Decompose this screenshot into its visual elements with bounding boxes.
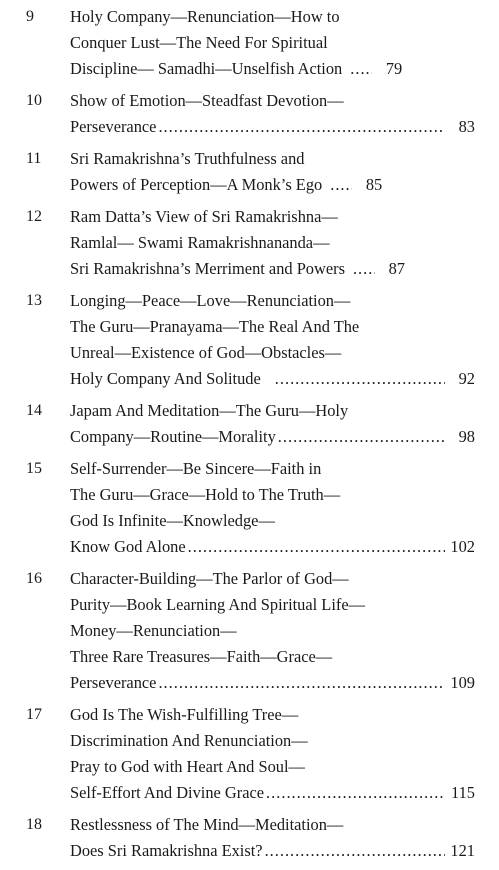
- entry-last-line: [70, 256, 475, 282]
- entry-line: Japam And Meditation—The Guru—Holy: [70, 401, 349, 420]
- entry-line: Discrimination And Renunciation—: [70, 731, 308, 750]
- page-number: 115: [451, 783, 475, 802]
- entry-line: Does Sri Ramakrishna Exist?: [70, 841, 263, 860]
- page-number: 87: [388, 259, 405, 278]
- entry-line: Perseverance: [70, 673, 157, 692]
- entry-line: Purity—Book Learning And Spiritual Life—: [70, 595, 365, 614]
- toc-entry-16: [0, 566, 499, 696]
- entry-last-line: [70, 534, 475, 560]
- entry-last-line: [70, 114, 475, 140]
- toc-entry-14: [0, 398, 499, 450]
- dot-leader: [353, 256, 375, 282]
- entry-line: Conquer Lust—The Need For Spiritual: [70, 33, 328, 52]
- chapter-number: 11: [26, 150, 42, 167]
- toc-entry-18: [0, 812, 499, 864]
- toc-entry-11: [0, 146, 499, 198]
- dot-leader: [278, 424, 445, 450]
- dot-leader: [158, 670, 445, 696]
- entry-line: Discipline— Samadhi—Unselfish Action: [70, 59, 343, 78]
- page-number: 109: [450, 673, 475, 692]
- entry-line: Perseverance: [70, 117, 157, 136]
- toc-entry-10: [0, 88, 499, 140]
- entry-line: Character-Building—The Parlor of God—: [70, 569, 349, 588]
- entry-line: Holy Company And Solitude: [70, 369, 261, 388]
- entry-line: Company—Routine—Morality: [70, 427, 276, 446]
- entry-line: Ram Datta’s View of Sri Ramakrishna—: [70, 207, 338, 226]
- entry-line: Money—Renunciation—: [70, 621, 237, 640]
- entry-line: Three Rare Treasures—Faith—Grace—: [70, 647, 333, 666]
- entry-line: Sri Ramakrishna’s Truthfulness and: [70, 149, 305, 168]
- dot-leader: [330, 172, 352, 198]
- chapter-number: 16: [26, 570, 42, 587]
- chapter-number: 12: [26, 208, 42, 225]
- chapter-number: 17: [26, 706, 42, 723]
- dot-leader: [188, 534, 445, 560]
- entry-line: Unreal—Existence of God—Obstacles—: [70, 343, 342, 362]
- entry-line: God Is Infinite—Knowledge—: [70, 511, 275, 530]
- entry-line: Self-Effort And Divine Grace: [70, 783, 265, 802]
- page-number: 121: [450, 841, 475, 860]
- entry-line: Sri Ramakrishna’s Merriment and Powers: [70, 259, 345, 278]
- chapter-number: 18: [26, 816, 42, 833]
- dot-leader: [265, 838, 445, 864]
- entry-last-line: [70, 172, 475, 198]
- page-number: 83: [458, 117, 475, 136]
- entry-line: The Guru—Pranayama—The Real And The: [70, 317, 360, 336]
- entry-last-line: [70, 56, 475, 82]
- toc-entry-13: [0, 288, 499, 392]
- chapter-number: 9: [26, 8, 34, 25]
- page-number: 98: [458, 427, 475, 446]
- page-number: 102: [450, 537, 475, 556]
- entry-line: Know God Alone: [70, 537, 186, 556]
- entry-line: Restlessness of The Mind—Meditation—: [70, 815, 344, 834]
- entry-last-line: [70, 670, 475, 696]
- dot-leader: [275, 366, 445, 392]
- dot-leader: [266, 780, 445, 806]
- entry-line: Show of Emotion—Steadfast Devotion—: [70, 91, 344, 110]
- chapter-number: 13: [26, 292, 42, 309]
- entry-line: Longing—Peace—Love—Renunciation—: [70, 291, 351, 310]
- chapter-number: 14: [26, 402, 42, 419]
- entry-last-line: [70, 424, 475, 450]
- toc-entry-17: [0, 702, 499, 806]
- page-number: 79: [385, 59, 403, 78]
- page-number: 85: [365, 175, 383, 194]
- toc-entry-9: [0, 4, 499, 82]
- toc-entry-15: [0, 456, 499, 560]
- chapter-number: 15: [26, 460, 42, 477]
- entry-line: Ramlal— Swami Ramakrishnananda—: [70, 233, 330, 252]
- entry-line: God Is The Wish-Fulfilling Tree—: [70, 705, 299, 724]
- entry-line: The Guru—Grace—Hold to The Truth—: [70, 485, 341, 504]
- page-number: 92: [458, 369, 475, 388]
- toc-entry-12: [0, 204, 499, 282]
- chapter-number: 10: [26, 92, 42, 109]
- dot-leader: [350, 56, 372, 82]
- entry-last-line: [70, 366, 475, 392]
- entry-last-line: [70, 780, 475, 806]
- entry-line: Pray to God with Heart And Soul—: [70, 757, 305, 776]
- entry-line: Holy Company—Renunciation—How to: [70, 7, 340, 26]
- table-of-contents: [0, 4, 499, 870]
- entry-line: Powers of Perception—A Monk’s Ego: [70, 175, 323, 194]
- dot-leader: [158, 114, 445, 140]
- entry-last-line: [70, 838, 475, 864]
- entry-line: Self-Surrender—Be Sincere—Faith in: [70, 459, 322, 478]
